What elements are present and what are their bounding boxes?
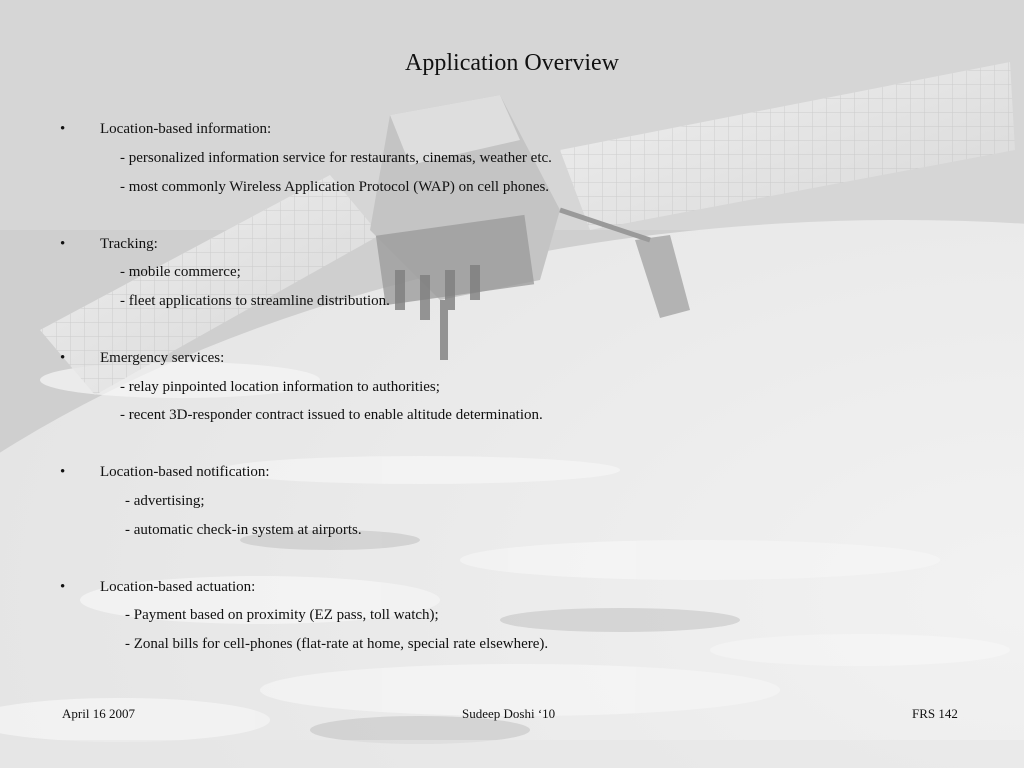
- bullet-subitem: - fleet applications to streamline distribution.: [120, 293, 390, 309]
- bullet-subitem: - most commonly Wireless Application Protocol (WAP) on cell phones.: [120, 179, 550, 195]
- bullet-heading-emergency-services: Emergency services:: [100, 350, 225, 366]
- bullet-heading-location-notification: Location-based notification:: [100, 464, 270, 480]
- bullet-heading-location-actuation: Location-based actuation:: [100, 579, 256, 595]
- bullet-marker: •: [60, 350, 66, 366]
- bullet-subitem: - mobile commerce;: [120, 264, 241, 280]
- bullet-subitem: - Payment based on proximity (EZ pass, toll watch);: [125, 607, 439, 623]
- footer-date: April 16 2007: [62, 706, 135, 721]
- bullet-heading-location-information: Location-based information:: [100, 121, 272, 137]
- bullet-subitem: - relay pinpointed location information to authorities;: [120, 379, 440, 395]
- bullet-subitem: - Zonal bills for cell-phones (flat-rate at home, special rate elsewhere).: [125, 636, 549, 652]
- bullet-marker: •: [60, 121, 66, 137]
- bullet-subitem: - personalized information service for restaurants, cinemas, weather etc.: [120, 150, 552, 166]
- bullet-marker: •: [60, 579, 66, 595]
- bullet-heading-tracking: Tracking:: [100, 236, 158, 252]
- bullet-subitem: - automatic check-in system at airports.: [125, 522, 362, 538]
- bullet-marker: •: [60, 464, 66, 480]
- slide-title: Application Overview: [405, 50, 619, 76]
- bullet-marker: •: [60, 236, 66, 252]
- bullet-subitem: - advertising;: [125, 493, 205, 509]
- footer-author: Sudeep Doshi ‘10: [462, 706, 556, 721]
- footer-page-number: FRS 142: [912, 706, 958, 721]
- bullet-subitem: - recent 3D-responder contract issued to enable altitude determination.: [120, 407, 543, 423]
